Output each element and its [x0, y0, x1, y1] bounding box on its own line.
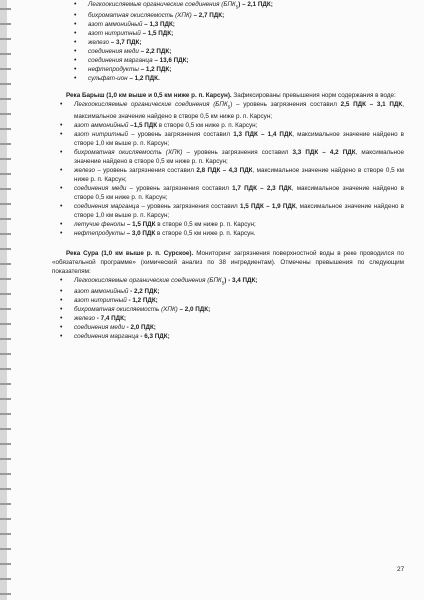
binding-tick — [0, 563, 11, 565]
binding-tick — [0, 83, 11, 85]
sura-heading: Река Сура (1,0 км выше р. п. Сурское). — [66, 249, 194, 257]
binding-tick — [0, 593, 11, 595]
binding-tick — [0, 8, 11, 10]
binding-tick — [0, 353, 11, 355]
binding-tick — [0, 413, 11, 415]
pollutant-name: нефтепродукты — [74, 229, 125, 237]
pollutant-value: – 1,5 ПДК; — [140, 30, 174, 38]
section-sura — [52, 249, 404, 341]
pollutant-list-2 — [52, 100, 404, 237]
description-text: – уровень загрязнения составил — [139, 202, 240, 210]
pollutant-value: – 3,0 ПДК — [124, 229, 156, 237]
subscript: 5 — [221, 279, 225, 285]
description-text: , максимальное значение найдено в створе 0,5 км ниже р. п. Карсун; — [74, 166, 405, 183]
pollutant-value: ) – 2,1 ПДК; — [238, 1, 273, 8]
description-text: , максимальное значение найдено в створе 1,0 км выше р. п. Карсун; — [74, 130, 405, 147]
binding-tick — [0, 38, 11, 40]
pollutant-name: азот аммонийный — [88, 21, 143, 29]
list-item — [60, 323, 404, 332]
pollutant-name: соединения меди — [74, 323, 125, 331]
pollutant-value: - 2,2 ПДК; — [128, 287, 160, 295]
binding-tick — [0, 428, 11, 430]
page-number: 27 — [397, 566, 405, 573]
description-text: – уровень загрязнения составил — [94, 166, 197, 174]
pollutant-value: 1,5 ПДК – 1,9 ПДК — [239, 202, 296, 210]
binding-tick — [0, 533, 11, 535]
pollutant-name: азот нитритный — [88, 30, 141, 38]
binding-tick — [0, 443, 11, 445]
list-item — [60, 296, 404, 305]
pollutant-value: – 1,2 ПДК; — [138, 66, 172, 74]
binding-tick — [0, 278, 11, 280]
pollutant-name: азот аммонийный — [74, 287, 129, 295]
binding-tick — [0, 68, 11, 70]
list-item — [60, 100, 404, 120]
binding-tick — [0, 188, 11, 190]
pollutant-name: летучие фенолы — [74, 220, 126, 228]
description-text: , максимальное значение найдено в створе 0,5 км ниже р. п. Карсун; — [74, 148, 405, 165]
description-text: , максимальное значение найдено в створе 1,0 км выше р. п. Карсун; — [74, 202, 405, 219]
list-item — [60, 148, 404, 166]
binding-tick — [0, 458, 11, 460]
pollutant-name: соединения марганца — [88, 57, 153, 65]
pollutant-list-3 — [52, 276, 404, 341]
binding-tick — [0, 578, 11, 580]
binding-tick — [0, 113, 11, 115]
binding-tick — [0, 218, 11, 220]
binding-tick — [0, 473, 11, 475]
pollutant-value: - 7,4 ПДК; — [94, 314, 127, 322]
pollutant-value: 3,3 ПДК – 4,2 ПДК — [292, 148, 356, 156]
pollutant-name: азот нитритный — [74, 130, 129, 138]
pollutant-value: – 1,2 ПДК. — [127, 75, 160, 83]
list-item — [74, 29, 404, 38]
binding-tick — [0, 518, 11, 520]
pollutant-value: ) - 3,4 ПДК; — [224, 276, 258, 284]
binding-tick — [0, 233, 11, 235]
binding-tick — [0, 158, 11, 160]
binding-tick — [0, 338, 11, 340]
binding-tick — [0, 398, 11, 400]
list-item — [60, 305, 404, 314]
binding-tick — [0, 548, 11, 550]
barysh-heading: Река Барыш (1,0 км выше и 0,5 км ниже р. п. Карсун). — [66, 92, 232, 100]
pollutant-value: - 1,2 ПДК; — [126, 296, 158, 304]
binding-tick — [0, 128, 11, 130]
pollutant-name: азот нитритный — [74, 296, 127, 304]
list-item — [74, 11, 404, 20]
pollutant-value: - 2,0 ПДК; — [124, 323, 156, 331]
description-text: – уровень загрязнения составил — [126, 184, 233, 192]
binding-tick — [0, 53, 11, 55]
subscript: 5 — [235, 4, 239, 10]
description-text: в створе 0,5 км ниже р. п. Карсун; — [155, 220, 256, 228]
list-item — [60, 220, 404, 229]
pollutant-value: – 2,0 ПДК; — [177, 305, 211, 313]
binding-tick — [0, 263, 11, 265]
list-item — [60, 166, 404, 184]
barysh-paragraph — [52, 91, 404, 100]
pollutant-value: – 1,5 ПДК — [125, 220, 156, 228]
pollutant-name: соединения марганца — [74, 202, 140, 210]
description-text: , максимальное значение найдено в створе 0,5 км ниже р. п. Карсун; — [74, 101, 405, 120]
binding-tick — [0, 368, 11, 370]
sura-paragraph — [52, 249, 404, 276]
description-text: ) – уровень загрязнения составил — [230, 101, 341, 109]
list-item — [60, 229, 404, 238]
description-text: в створе 0,5 км ниже р. п. Карсун. — [155, 229, 256, 237]
pollutant-list-1 — [52, 0, 404, 83]
pollutant-name: соединения меди — [74, 184, 127, 192]
pollutant-name: азот аммонийный — [74, 121, 129, 129]
sura-intro: Мониторинг загрязнения поверхностной воды в реке проводился по «обязательной программе» (химический анализ по 38 ингредиентам). Отмечены превышения по следующим показателям: — [52, 249, 404, 275]
list-item — [74, 47, 404, 56]
binding-tick — [0, 293, 11, 295]
list-item — [74, 20, 404, 29]
binding-tick — [0, 23, 11, 25]
binding-tick — [0, 488, 11, 490]
pollutant-value: – 1,3 ПДК; — [142, 21, 175, 29]
subscript: 5 — [227, 104, 231, 110]
description-text: в створе 0,5 км ниже р. п. Карсун; — [157, 121, 258, 129]
list-item — [60, 276, 404, 287]
list-item — [60, 202, 404, 220]
list-item — [60, 314, 404, 323]
page-text — [52, 0, 404, 341]
list-item — [60, 130, 404, 148]
list-item — [74, 0, 404, 11]
description-text: , максимальное значение найдено в створе 0,5 км ниже р. п. Карсун; — [74, 184, 405, 201]
binding-tick — [0, 383, 11, 385]
section-barysh — [52, 91, 404, 237]
pollutant-name: Легкоокисляемые органические соединения (БПК — [74, 101, 228, 109]
pollutant-value: 2,8 ПДК – 4,3 ПДК — [196, 166, 253, 174]
list-item — [74, 38, 404, 47]
pollutant-name: железо — [74, 314, 95, 322]
description-text: – уровень загрязнения составил — [182, 148, 293, 156]
list-item — [74, 56, 404, 65]
list-item — [60, 121, 404, 130]
list-item — [60, 184, 404, 202]
pollutant-value: – 3,7 ПДК; — [108, 39, 142, 47]
binding-tick — [0, 203, 11, 205]
pollutant-name: Легкоокисляемые органические соединения (БПК — [74, 276, 222, 284]
binding-tick — [0, 98, 11, 100]
pollutant-name: железо — [74, 166, 95, 174]
description-text: – уровень загрязнения составил — [128, 130, 234, 138]
binding-tick — [0, 143, 11, 145]
list-item — [60, 287, 404, 296]
pollutant-name: соединения марганца — [74, 332, 139, 340]
pollutant-name: сульфат-ион — [88, 75, 128, 83]
barysh-intro: Зафиксированы превышения норм содержания в воде: — [231, 92, 396, 100]
pollutant-value: - 6,3 ПДК; — [138, 332, 170, 340]
binding-tick — [0, 323, 11, 325]
pollutant-name: Легкоокисляемые органические соединения (БПК — [88, 1, 236, 8]
pollutant-name: железо — [88, 39, 109, 47]
pollutant-name: бихроматная окисляемость (ХПК) — [74, 305, 178, 313]
list-item — [74, 74, 404, 83]
list-item — [74, 65, 404, 74]
pollutant-name: бихроматная окисляемость (ХПК) — [88, 12, 192, 20]
binding-tick — [0, 308, 11, 310]
binding-tick — [0, 173, 11, 175]
pollutant-name: бихроматная окисляемость (ХПК) — [74, 148, 183, 156]
list-item — [60, 332, 404, 341]
pollutant-value: –1,5 ПДК — [128, 121, 158, 129]
pollutant-value: 1,3 ПДК – 1,4 ПДК — [233, 130, 293, 138]
pollutant-name: нефтепродукты — [88, 66, 139, 74]
binding-strip — [0, 0, 7, 600]
pollutant-value: – 2,7 ПДК; — [191, 12, 225, 20]
pollutant-value: – 2,2 ПДК; — [138, 48, 172, 56]
binding-tick — [0, 503, 11, 505]
pollutant-name: соединения меди — [88, 48, 139, 56]
pollutant-value: – 13,6 ПДК; — [152, 57, 189, 65]
binding-tick — [0, 248, 11, 250]
pollutant-value: 1,7 ПДК – 2,3 ПДК — [232, 184, 292, 192]
pollutant-value: 2,5 ПДК – 3,1 ПДК — [340, 101, 403, 109]
